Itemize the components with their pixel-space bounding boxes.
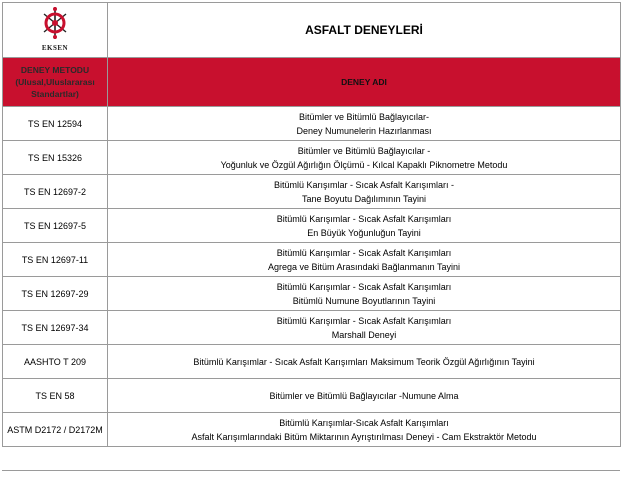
table-row <box>3 107 621 141</box>
column-header-method-line: DENEY METODU <box>20 65 90 75</box>
test-name-line: Agrega ve Bitüm Arasındaki Bağlanmanın Tayini <box>268 261 460 272</box>
test-method-code: TS EN 58 <box>3 379 108 413</box>
test-method-code: TS EN 12594 <box>3 107 108 141</box>
test-name <box>108 209 621 243</box>
test-methods-table <box>2 2 621 447</box>
table-row <box>3 175 621 209</box>
test-method-code: TS EN 12697-5 <box>3 209 108 243</box>
test-name <box>108 345 621 379</box>
table-row <box>3 243 621 277</box>
test-name <box>108 277 621 311</box>
test-method-code: TS EN 12697-34 <box>3 311 108 345</box>
test-method-code: TS EN 12697-11 <box>3 243 108 277</box>
test-name-line: Bitümlü Karışımlar - Sıcak Asfalt Karışımları <box>276 315 452 326</box>
test-name-line: Asfalt Karışımlarındaki Bitüm Miktarının Ayrıştırılması Deneyi - Cam Ekstraktör Metodu <box>191 431 537 442</box>
test-name-line: Bitümlü Karışımlar - Sıcak Asfalt Karışımları <box>276 247 452 258</box>
test-name <box>108 141 621 175</box>
eksen-logo-icon <box>40 6 70 40</box>
logo-wordmark: EKSEN <box>41 43 69 52</box>
company-logo <box>5 6 105 55</box>
column-header-name: DENEY ADI <box>108 58 621 107</box>
test-name <box>108 243 621 277</box>
bottom-border-line <box>2 470 620 471</box>
test-method-code: TS EN 12697-29 <box>3 277 108 311</box>
test-name <box>108 311 621 345</box>
column-header-row <box>3 58 621 107</box>
logo-cell <box>3 3 108 58</box>
test-method-code: TS EN 12697-2 <box>3 175 108 209</box>
test-name-line: Marshall Deneyi <box>331 329 397 340</box>
test-name-line: Tane Boyutu Dağılımının Tayini <box>302 193 426 204</box>
test-name-line: Bitümlü Karışımlar - Sıcak Asfalt Karışımları <box>276 281 452 292</box>
table-row <box>3 311 621 345</box>
table-row <box>3 413 621 447</box>
test-name-line: Bitümlü Karışımlar - Sıcak Asfalt Karışımları <box>276 213 452 224</box>
test-name-line: Bitümler ve Bitümlü Bağlayıcılar - <box>297 145 431 156</box>
test-name <box>108 379 621 413</box>
test-method-code: TS EN 15326 <box>3 141 108 175</box>
test-name <box>108 413 621 447</box>
test-name-line: Bitümlü Numune Boyutlarının Tayini <box>292 295 436 306</box>
test-name-line: Bitümlü Karışımlar-Sıcak Asfalt Karışımları <box>279 417 449 428</box>
test-name-line: Bitümlü Karışımlar - Sıcak Asfalt Karışımları - <box>273 179 455 190</box>
test-name-line: Bitümlü Karışımlar - Sıcak Asfalt Karışımları Maksimum Teorik Özgül Ağırlığının Tayini <box>193 356 535 367</box>
test-method-code: AASHTO T 209 <box>3 345 108 379</box>
table-row <box>3 277 621 311</box>
column-header-method <box>3 58 108 107</box>
test-name-line: Deney Numunelerin Hazırlanması <box>296 125 432 136</box>
page-title: ASFALT DENEYLERİ <box>108 3 621 58</box>
test-name-line: En Büyük Yoğunluğun Tayini <box>307 227 421 238</box>
test-name-line: Bitümler ve Bitümlü Bağlayıcılar -Numune Alma <box>269 390 459 401</box>
test-name <box>108 175 621 209</box>
table-row <box>3 141 621 175</box>
table-row <box>3 379 621 413</box>
table-row <box>3 209 621 243</box>
column-header-method-line: (Ulusal,Uluslararası <box>15 77 95 87</box>
test-name-line: Bitümler ve Bitümlü Bağlayıcılar- <box>298 111 430 122</box>
table-row <box>3 345 621 379</box>
test-name <box>108 107 621 141</box>
header-row <box>3 3 621 58</box>
test-method-code: ASTM D2172 / D2172M <box>3 413 108 447</box>
column-header-method-line: Standartlar) <box>31 89 79 99</box>
test-name-line: Yoğunluk ve Özgül Ağırlığın Ölçümü - Kılcal Kapaklı Piknometre Metodu <box>220 159 508 170</box>
